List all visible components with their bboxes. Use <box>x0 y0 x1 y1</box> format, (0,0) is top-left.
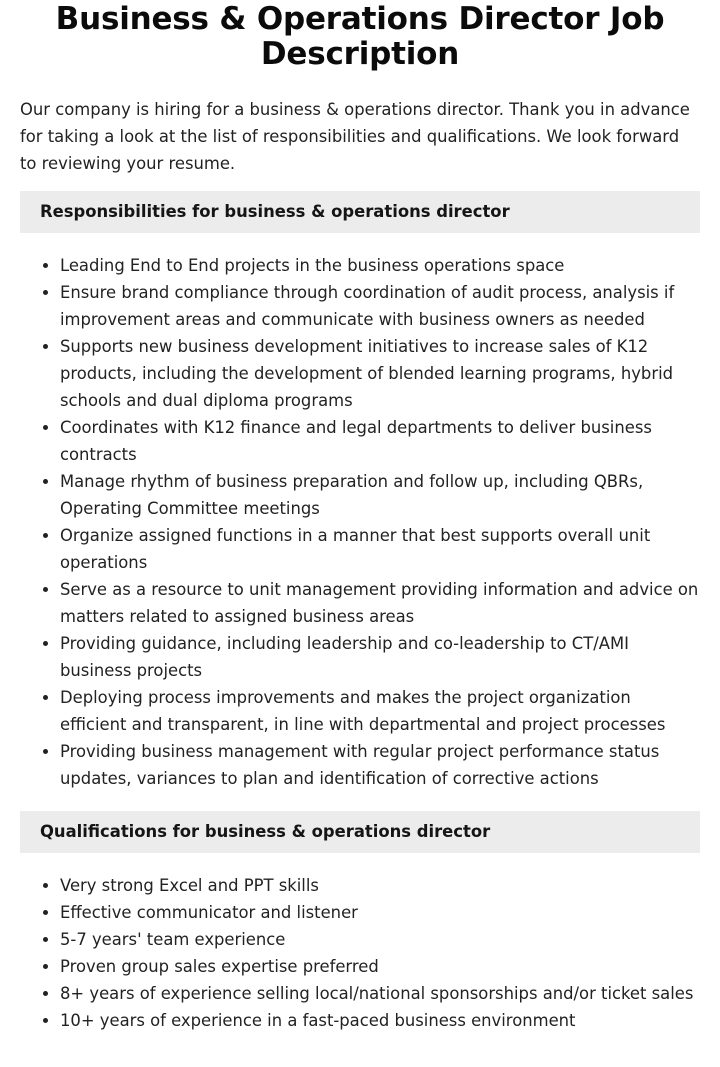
list-item: • Serve as a resource to unit management providing information and advice on matters related to assigned business areas <box>60 576 700 630</box>
list-item: • 8+ years of experience selling local/national sponsorships and/or ticket sales <box>60 980 700 1007</box>
list-item: • Providing guidance, including leadership and co-leadership to CT/AMI business projects <box>60 630 700 684</box>
qualifications-heading: Qualifications for business & operations director <box>20 811 700 853</box>
list-item: • Very strong Excel and PPT skills <box>60 872 700 899</box>
list-item: • Manage rhythm of business preparation and follow up, including QBRs, Operating Committee meetings <box>60 468 700 522</box>
job-description-page <box>0 2 720 1034</box>
responsibilities-list <box>20 252 700 792</box>
list-item: • Supports new business development initiatives to increase sales of K12 products, including the development of blended learning programs, hybrid schools and dual diploma programs <box>60 333 700 414</box>
intro-paragraph: Our company is hiring for a business & operations director. Thank you in advance for taking a look at the list of responsibilities and qualifications. We look forward to reviewing your resume. <box>20 100 690 173</box>
list-item: • Organize assigned functions in a manner that best supports overall unit operations <box>60 522 700 576</box>
list-item: • Proven group sales expertise preferred <box>60 953 700 980</box>
list-item: • 10+ years of experience in a fast-paced business environment <box>60 1007 700 1034</box>
list-item: • Effective communicator and listener <box>60 899 700 926</box>
list-item: • Providing business management with regular project performance status updates, variances to plan and identification of corrective actions <box>60 738 700 792</box>
qualifications-list <box>20 872 700 1034</box>
list-item: • Leading End to End projects in the business operations space <box>60 252 700 279</box>
responsibilities-heading: Responsibilities for business & operations director <box>20 191 700 233</box>
page-title: Business & Operations Director Job Description <box>55 1 665 72</box>
list-item: • Coordinates with K12 finance and legal departments to deliver business contracts <box>60 414 700 468</box>
list-item: • 5-7 years' team experience <box>60 926 700 953</box>
list-item: • Ensure brand compliance through coordination of audit process, analysis if improvement areas and communicate with business owners as needed <box>60 279 700 333</box>
list-item: • Deploying process improvements and makes the project organization efficient and transparent, in line with departmental and project processes <box>60 684 700 738</box>
